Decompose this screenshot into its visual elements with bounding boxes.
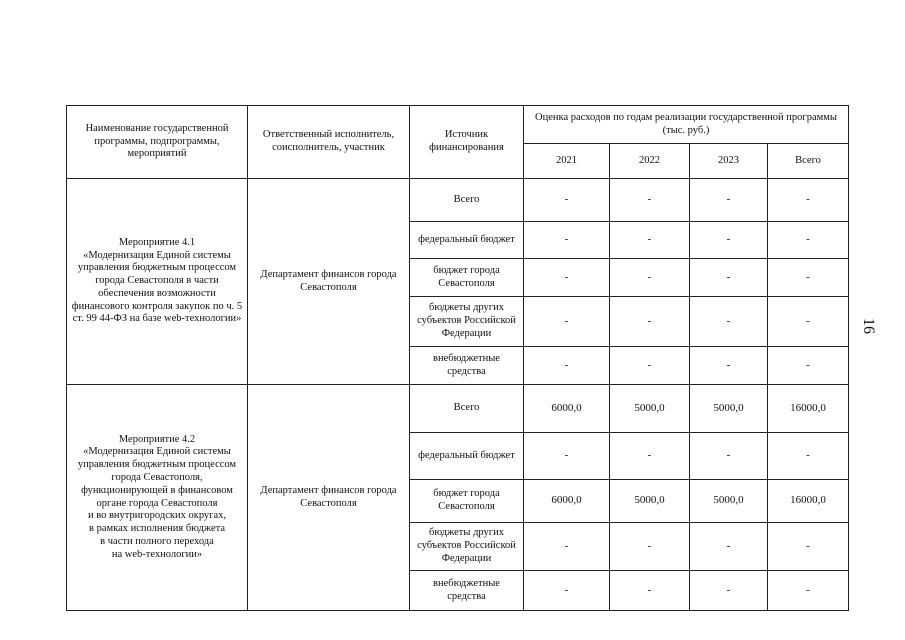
header-name: Наименование государственной программы, подпрограммы, мероприятий bbox=[67, 106, 248, 179]
header-responsible: Ответственный исполнитель, соисполнитель, участник bbox=[248, 106, 410, 179]
year-value: - bbox=[690, 222, 768, 259]
header-year: 2022 bbox=[610, 144, 690, 179]
page-number: 16 bbox=[860, 318, 877, 334]
year-value: - bbox=[610, 297, 690, 347]
header-estimate: Оценка расходов по годам реализации государственной программы (тыс. руб.) bbox=[524, 106, 849, 144]
activity-name: Мероприятие 4.2 «Модернизация Единой системы управления бюджетным процессом города Севастополя, функционирующей в финансовом органе города Севастополя и во внутригородских округах, в рамках исполнения бюджета в части полного перехода на web-технологии» bbox=[67, 385, 248, 611]
funding-source: Всего bbox=[410, 179, 524, 222]
year-value: - bbox=[524, 179, 610, 222]
total-value: - bbox=[768, 523, 849, 571]
year-value: - bbox=[610, 523, 690, 571]
year-value: - bbox=[690, 523, 768, 571]
funding-source: федеральный бюджет bbox=[410, 433, 524, 480]
year-value: - bbox=[610, 571, 690, 611]
funding-source: бюджеты других субъектов Российской Федерации bbox=[410, 297, 524, 347]
year-value: - bbox=[690, 433, 768, 480]
year-value: - bbox=[690, 571, 768, 611]
table-row bbox=[67, 385, 849, 433]
year-value: 5000,0 bbox=[610, 480, 690, 523]
funding-source: бюджет города Севастополя bbox=[410, 259, 524, 297]
year-value: 6000,0 bbox=[524, 385, 610, 433]
table-row bbox=[67, 179, 849, 222]
year-value: 6000,0 bbox=[524, 480, 610, 523]
responsible-executor: Департамент финансов города Севастополя bbox=[248, 385, 410, 611]
year-value: - bbox=[524, 222, 610, 259]
year-value: - bbox=[690, 347, 768, 385]
year-value: - bbox=[524, 259, 610, 297]
total-value: - bbox=[768, 259, 849, 297]
year-value: - bbox=[524, 523, 610, 571]
activity-name: Мероприятие 4.1 «Модернизация Единой системы управления бюджетным процессом города Севастополя в части обеспечения возможности финансового контроля закупок по ч. 5 ст. 99 44-ФЗ на базе web-технологии» bbox=[67, 179, 248, 385]
year-value: - bbox=[524, 571, 610, 611]
funding-source: бюджет города Севастополя bbox=[410, 480, 524, 523]
funding-source: внебюджетные средства bbox=[410, 571, 524, 611]
year-value: 5000,0 bbox=[690, 385, 768, 433]
year-value: - bbox=[610, 347, 690, 385]
funding-source: внебюджетные средства bbox=[410, 347, 524, 385]
total-value: 16000,0 bbox=[768, 385, 849, 433]
year-value: - bbox=[524, 433, 610, 480]
year-value: - bbox=[610, 179, 690, 222]
year-value: - bbox=[610, 433, 690, 480]
year-value: - bbox=[690, 259, 768, 297]
total-value: - bbox=[768, 433, 849, 480]
funding-source: федеральный бюджет bbox=[410, 222, 524, 259]
header-year: 2023 bbox=[690, 144, 768, 179]
total-value: - bbox=[768, 571, 849, 611]
header-total: Всего bbox=[768, 144, 849, 179]
total-value: - bbox=[768, 179, 849, 222]
funding-source: бюджеты других субъектов Российской Федерации bbox=[410, 523, 524, 571]
budget-table bbox=[66, 105, 849, 611]
responsible-executor: Департамент финансов города Севастополя bbox=[248, 179, 410, 385]
year-value: 5000,0 bbox=[690, 480, 768, 523]
header-year: 2021 bbox=[524, 144, 610, 179]
year-value: 5000,0 bbox=[610, 385, 690, 433]
total-value: - bbox=[768, 297, 849, 347]
year-value: - bbox=[690, 179, 768, 222]
year-value: - bbox=[690, 297, 768, 347]
year-value: - bbox=[524, 297, 610, 347]
total-value: - bbox=[768, 222, 849, 259]
total-value: - bbox=[768, 347, 849, 385]
table-body bbox=[67, 179, 849, 611]
total-value: 16000,0 bbox=[768, 480, 849, 523]
header-source: Источник финансирования bbox=[410, 106, 524, 179]
year-value: - bbox=[524, 347, 610, 385]
year-value: - bbox=[610, 259, 690, 297]
funding-source: Всего bbox=[410, 385, 524, 433]
year-value: - bbox=[610, 222, 690, 259]
